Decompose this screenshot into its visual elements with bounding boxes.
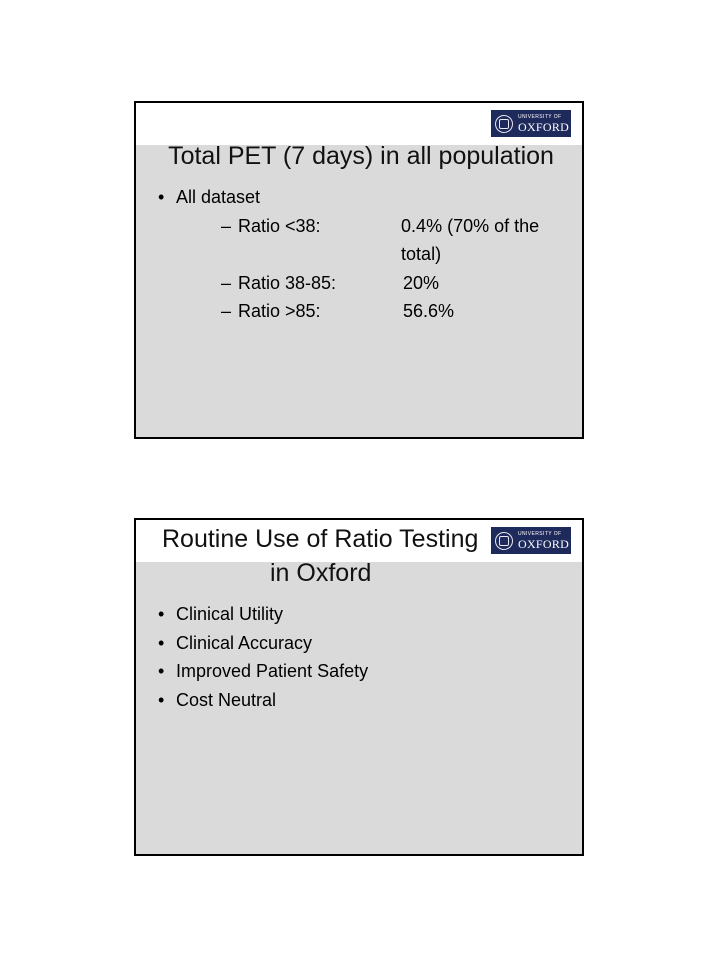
oxford-logo xyxy=(491,527,571,554)
title-line-1: Routine Use of Ratio Testing xyxy=(162,525,479,553)
logo-line-1: UNIVERSITY OF xyxy=(518,530,562,537)
sub-bullet-label: – Ratio <38: xyxy=(238,215,321,236)
bullet-text: All dataset xyxy=(176,187,261,207)
oxford-crest-icon xyxy=(495,115,513,133)
oxford-crest-icon xyxy=(495,532,513,550)
title-line-2: in Oxford xyxy=(270,559,372,587)
sub-bullet-item xyxy=(176,297,582,326)
sub-bullet-value: 20% xyxy=(403,272,440,293)
bullet-item: • Clinical Accuracy xyxy=(136,629,368,658)
logo-line-2: OXFORD xyxy=(518,119,570,134)
sub-bullet-item xyxy=(176,212,582,269)
bullet-list xyxy=(136,183,582,326)
oxford-logo xyxy=(491,110,571,137)
bullet-list xyxy=(136,600,368,714)
bullet-item: • Improved Patient Safety xyxy=(136,657,368,686)
logo-line-2: OXFORD xyxy=(518,536,570,551)
sub-bullet-value: 56.6% xyxy=(403,301,455,322)
bullet-item: • Cost Neutral xyxy=(136,686,368,715)
bullet-item xyxy=(136,183,582,326)
sub-bullet-label: – Ratio 38-85: xyxy=(238,272,337,293)
slide-title: Total PET (7 days) in all population xyxy=(168,142,554,170)
slide-title xyxy=(162,522,478,590)
slide-1 xyxy=(134,101,584,439)
bullet-item: • Clinical Utility xyxy=(136,600,368,629)
sub-bullet-item xyxy=(176,269,582,298)
sub-bullet-list xyxy=(176,212,582,326)
sub-bullet-label: – Ratio >85: xyxy=(238,301,321,322)
sub-bullet-value: 0.4% (70% of the total) xyxy=(401,215,540,265)
slide-2 xyxy=(134,518,584,856)
logo-line-1: UNIVERSITY OF xyxy=(518,113,562,120)
